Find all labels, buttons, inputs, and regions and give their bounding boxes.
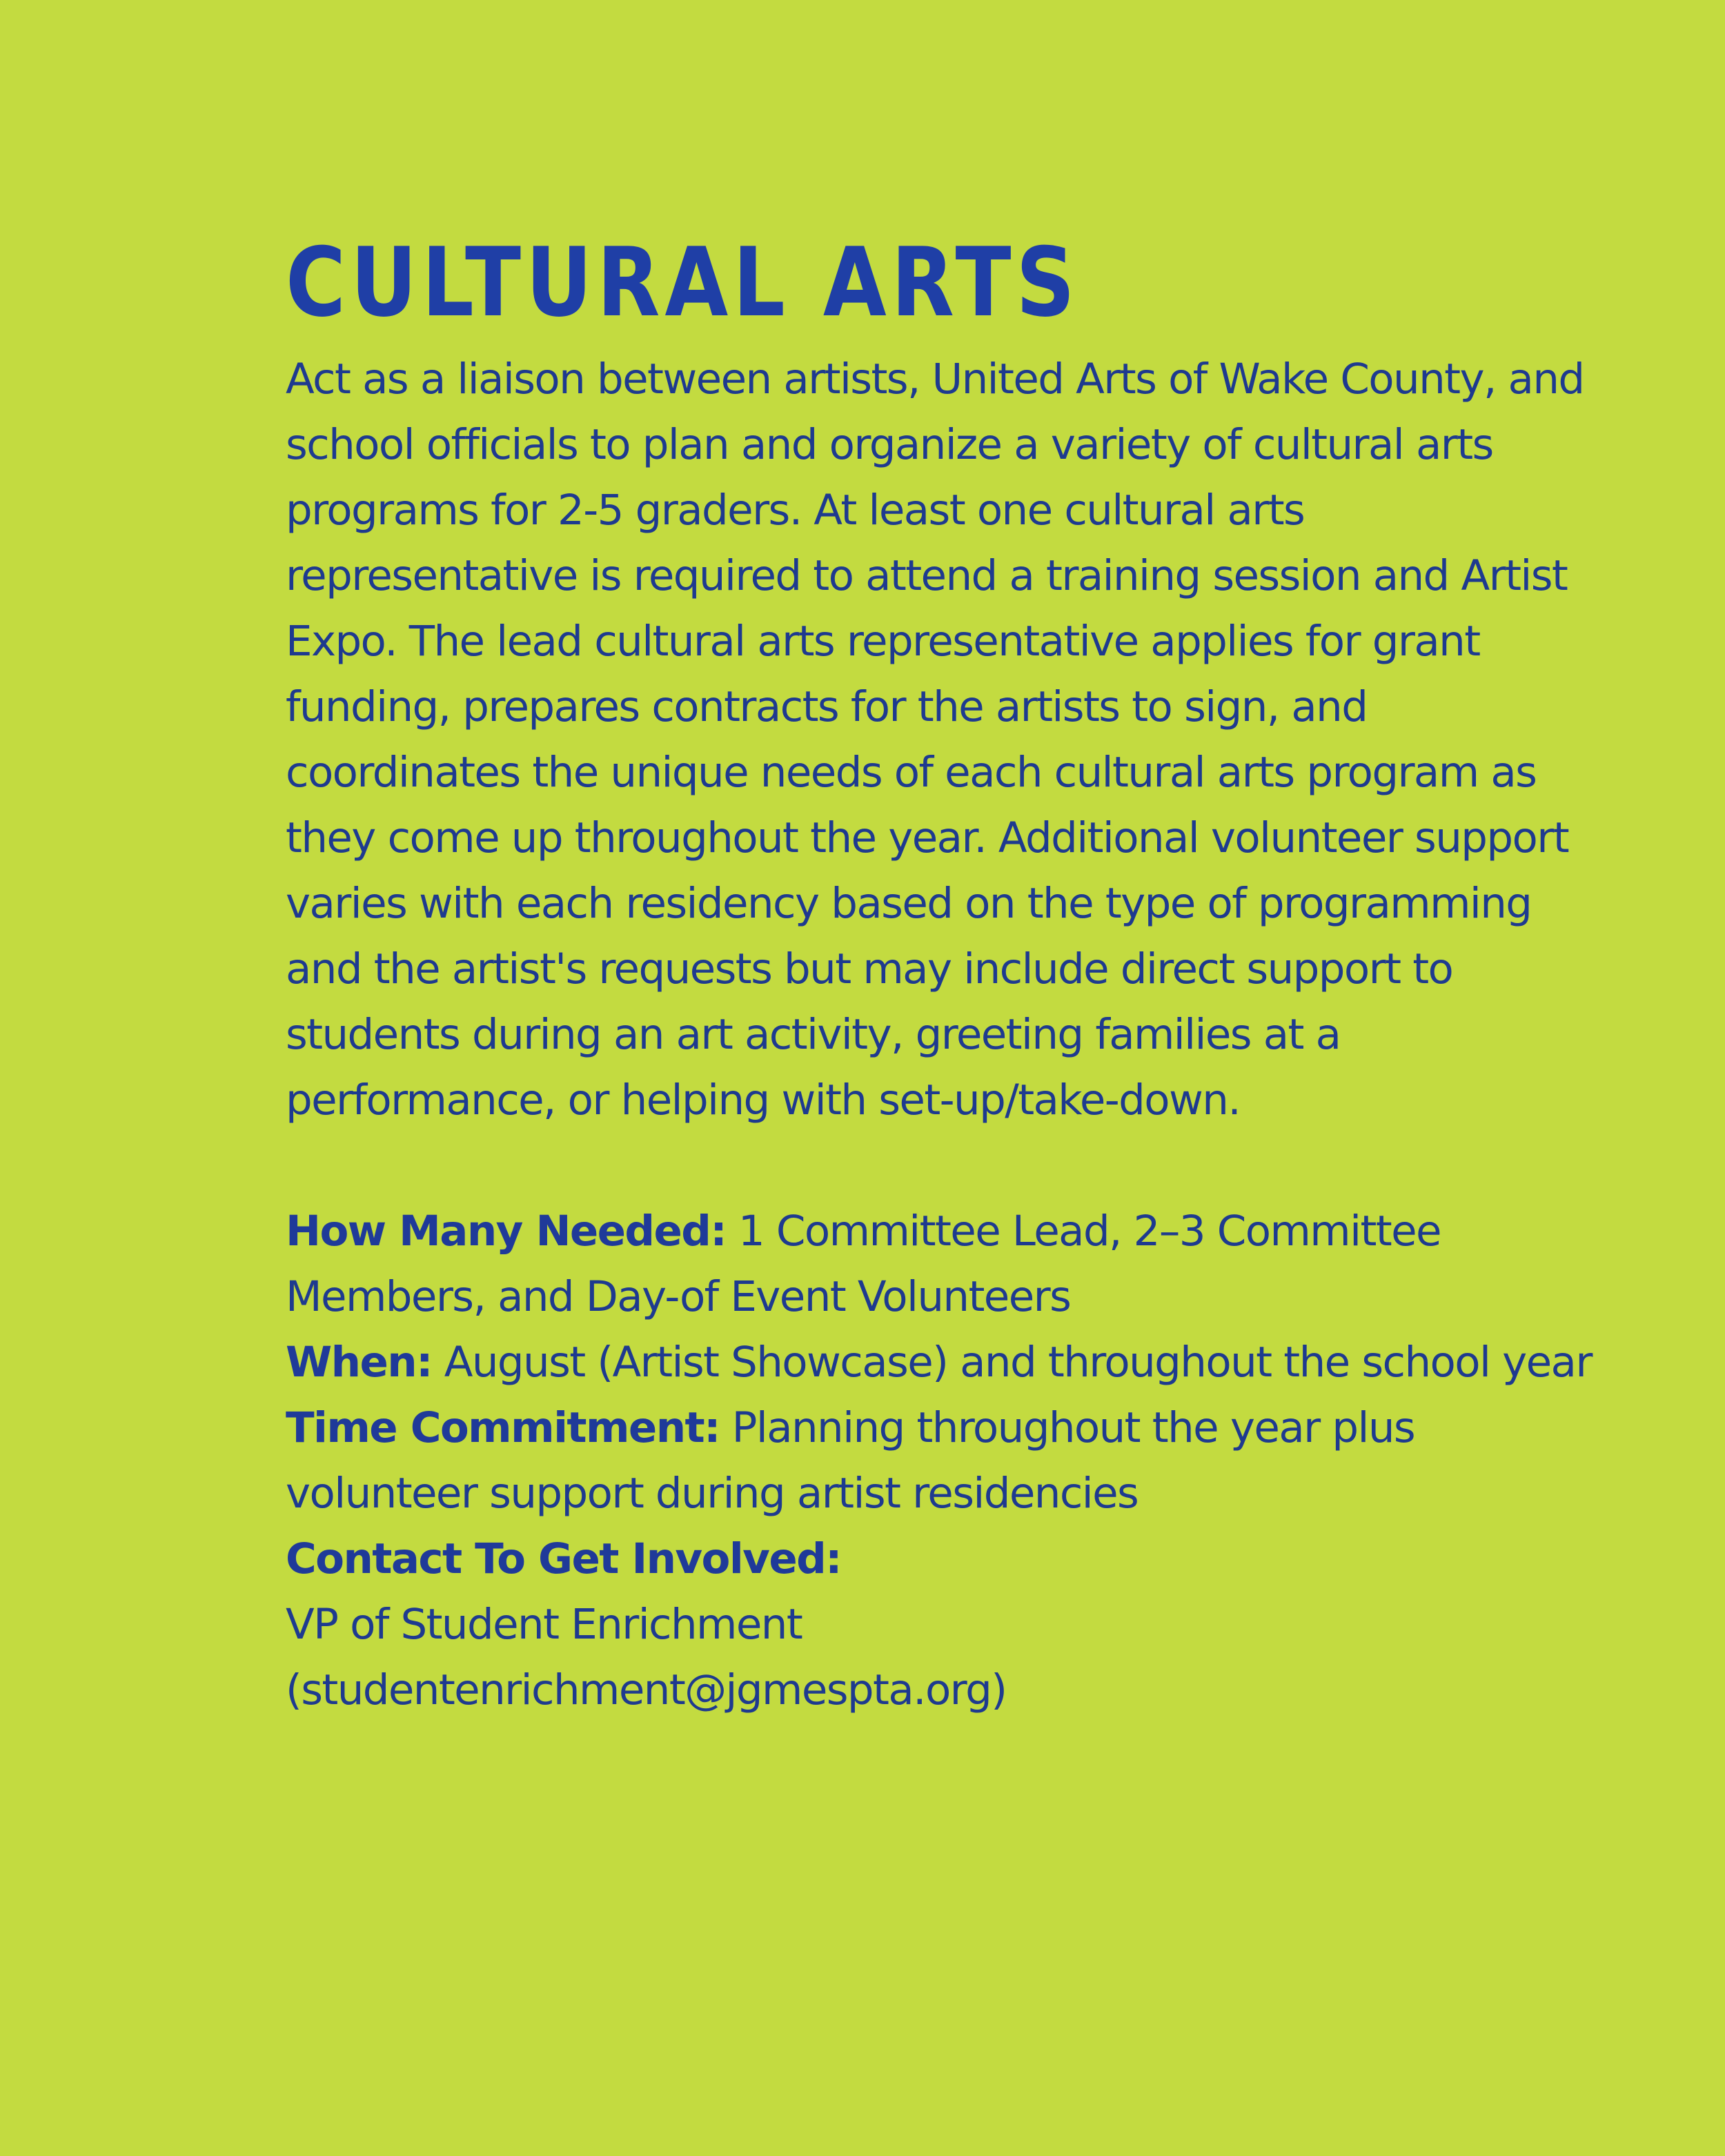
time-commitment-row: [286, 1395, 1597, 1526]
page-title: CULTURAL ARTS: [286, 227, 1080, 338]
how-many-needed-value: 1 Committee Lead, 2–3 Committee Members, and Day-of Event Volunteers: [286, 1207, 1441, 1321]
when-label: When:: [286, 1338, 432, 1387]
contact-label-row: [286, 1526, 1597, 1592]
how-many-needed-label: How Many Needed:: [286, 1207, 727, 1256]
contact-label: Contact To Get Involved:: [286, 1534, 841, 1583]
time-commitment-value: Planning throughout the year plus volunteer support during artist residencies: [286, 1403, 1415, 1518]
contact-email: (studentenrichment@jgmespta.org): [286, 1665, 1007, 1714]
contact-role: VP of Student Enrichment: [286, 1600, 802, 1649]
content-block: [286, 228, 1597, 1723]
when-value: August (Artist Showcase) and throughout the school year: [431, 1338, 1592, 1387]
description-paragraph: Act as a liaison between artists, United Arts of Wake County, and school officials to plan and organize a variety of cultural arts programs for 2-5 graders. At least one cultural arts representative is required to attend a training session and Artist Expo. The lead cultural arts representative applies for grant funding, prepares contracts for the artists to sign, and coordinates the unique needs of each cultural arts program as they come up throughout the year. Additional volunteer support varies with each residency based on the type of programming and the artist's requests but may include direct support to students during an art activity, greeting families at a performance, or helping with set-up/take-down.: [286, 355, 1584, 1125]
details-section: [286, 1198, 1597, 1723]
time-commitment-label: Time Commitment:: [286, 1403, 720, 1452]
how-many-needed-row: [286, 1198, 1597, 1329]
when-row: [286, 1329, 1597, 1395]
